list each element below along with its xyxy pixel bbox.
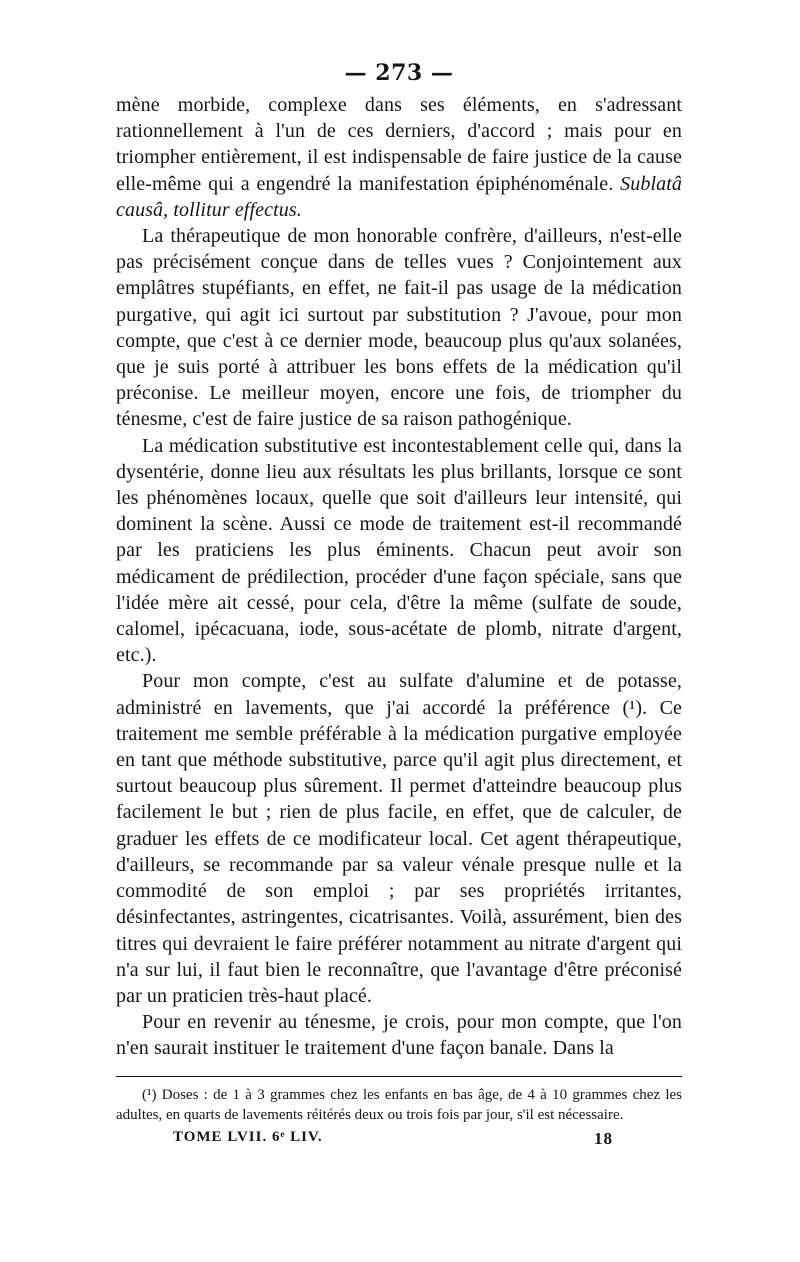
body-text [116,92,682,1062]
paragraph-2: La thérapeutique de mon honorable confrère, d'ailleurs, n'est-elle pas précisément conçue dans de telles vues ? Conjointement aux emplâtres stupéfiants, en effet, ne fait-il pas usage de la médication purgative, qui agit ici surtout par substitution ? J'avoue, pour mon compte, que c'est à ce dernier mode, beaucoup plus qu'aux solanées, que je suis porté à attribuer les bons effets de la médication qu'il préconise. Le meilleur moyen, encore une fois, de triompher du ténesme, c'est de faire justice de sa raison pathogénique. [116,225,682,431]
gathering-number: 18 [594,1128,613,1148]
volume-signature: TOME LVII. 6ᵉ LIV. [173,1128,323,1145]
signature-line [116,1129,682,1151]
paragraph-5: Pour en revenir au ténesme, je crois, pour mon compte, que l'on n'en saurait instituer le traitement d'une façon banale. Dans la [116,1011,682,1060]
paragraph-1 [116,92,682,223]
page-number: — 273 — [344,60,454,86]
latin-quote: Sublatâ causâ, tollitur effectus. [116,172,682,221]
footnote: (¹) Doses : de 1 à 3 grammes chez les enfants en bas âge, de 4 à 10 grammes chez les adultes, en quarts de lavements réitérés deux ou trois fois par jour, s'il est nécessaire. [116,1086,682,1123]
paragraph-3: La médication substitutive est incontestablement celle qui, dans la dysentérie, donne lieu aux résultats les plus brillants, lorsque ce sont les phénomènes locaux, quelle que soit d'ailleurs leur intensité, qui dominent la scène. Aussi ce mode de traitement est-il recommandé par les praticiens les plus éminents. Chacun peut avoir son médicament de prédilection, procéder d'une façon spéciale, sans que l'idée mère ait cessé, pour cela, d'être la même (sulfate de soude, calomel, ipécacuana, iode, sous-acétate de plomb, nitrate d'argent, etc.). [116,434,682,667]
document-page [116,58,682,1151]
paragraph-1-text: mène morbide, complexe dans ses éléments, en s'adressant rationnellement à l'un de ces derniers, d'accord ; mais pour en triompher entièrement, il est indispensable de faire justice de la cause elle-même qui a engendré la manifestation épiphénoménale. [116,94,682,195]
paragraph-4: Pour mon compte, c'est au sulfate d'alumine et de potasse, administré en lavements, que j'ai accordé la préférence (¹). Ce traitement me semble préférable à la médication purgative employée en tant que méthode substitutive, parce qu'il agit plus directement, et surtout beaucoup plus sûrement. Il permet d'atteindre beaucoup plus facilement le but ; rien de plus facile, en effet, que de calculer, de graduer les effets de ce modificateur local. Cet agent thérapeutique, d'ailleurs, se recommande par sa valeur vénale presque nulle et la commodité de son emploi ; par ses propriétés irritantes, désinfectantes, astringentes, cicatrisantes. Voilà, assurément, bien des titres qui devraient le faire préférer notamment au nitrate d'argent qui n'a sur lui, il faut bien le reconnaître, que l'avantage d'être préconisé par un praticien très-haut placé. [116,670,682,1007]
footnote-divider [116,1076,682,1077]
